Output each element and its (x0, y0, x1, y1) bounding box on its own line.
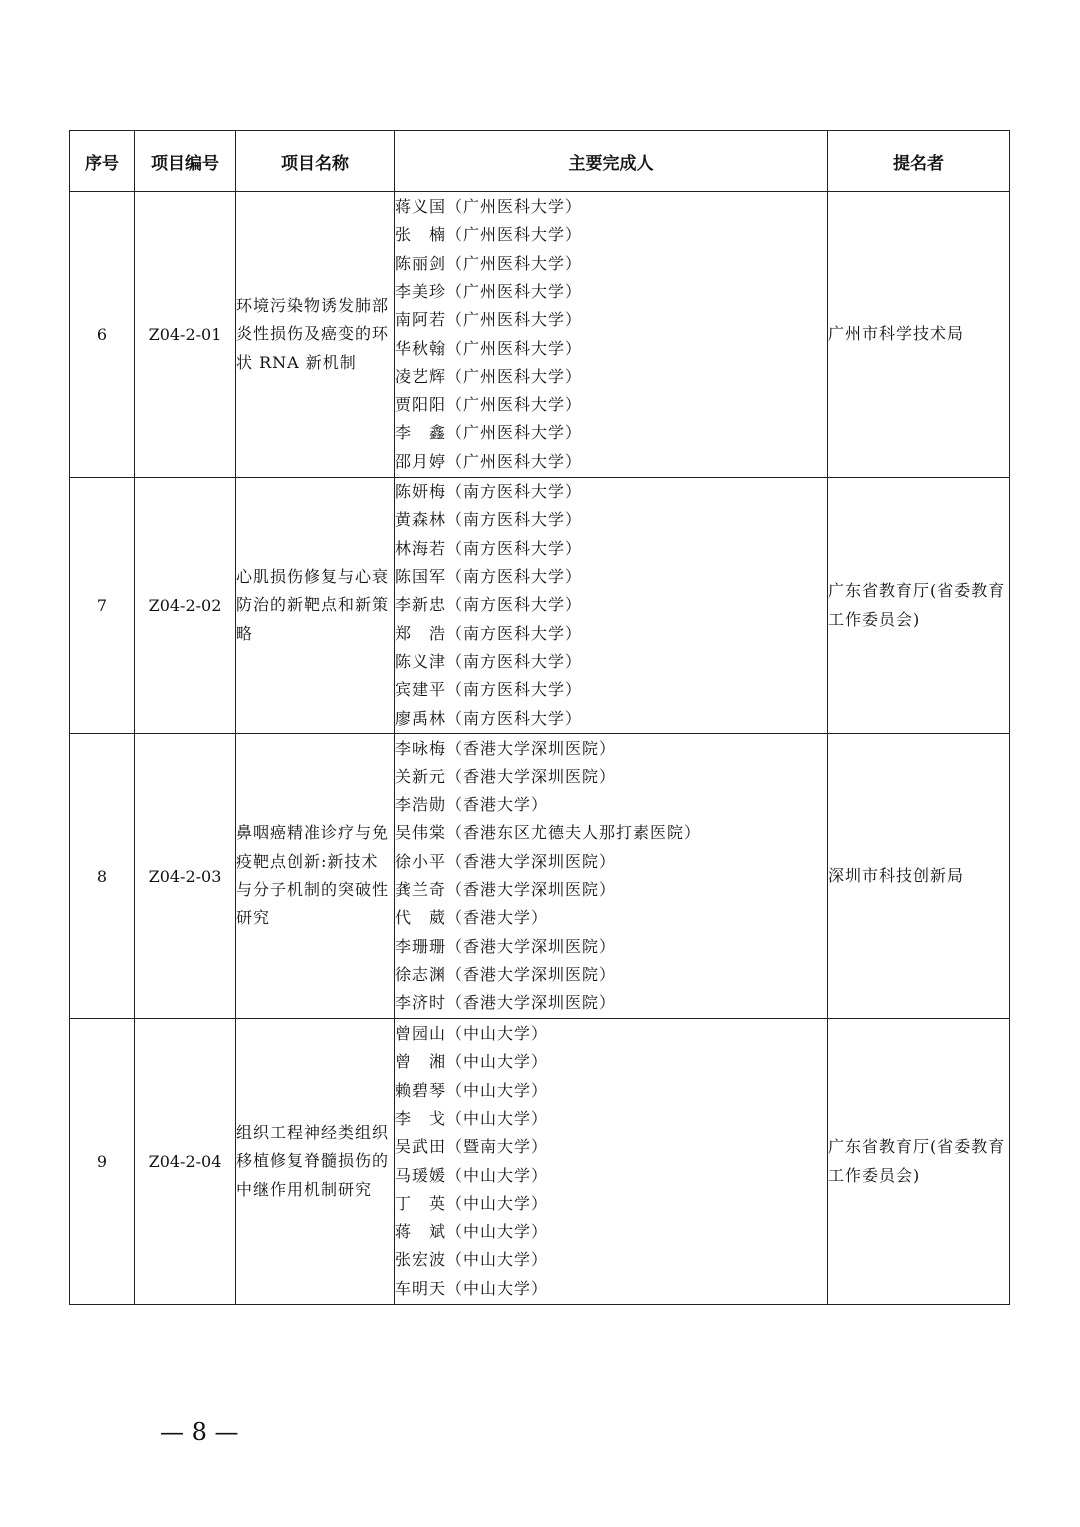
contributor-item: 徐小平（香港大学深圳医院） (395, 851, 617, 871)
contributor-item: 张 楠（广州医科大学） (395, 225, 583, 245)
header-main-contributors: 主要完成人 (395, 131, 828, 192)
contributor-item: 李美珍（广州医科大学） (395, 281, 583, 301)
header-project-code: 项目编号 (135, 131, 236, 192)
contributor-item: 廖禹林（南方医科大学） (395, 708, 583, 728)
table-row (70, 192, 1010, 478)
contributor-item: 凌艺辉（广州医科大学） (395, 366, 583, 386)
contributor-item: 陈义津（南方医科大学） (395, 651, 583, 671)
row-project-name: 心肌损伤修复与心衰防治的新靶点和新策略 (236, 478, 395, 734)
contributor-item: 龚兰奇（香港大学深圳医院） (395, 880, 617, 899)
row-serial: 6 (70, 192, 135, 478)
contributor-item: 贾阳阳（广州医科大学） (395, 395, 583, 415)
contributor-item: 邵月婷（广州医科大学） (395, 451, 583, 471)
row-contributors (395, 478, 828, 734)
row-serial: 7 (70, 478, 135, 734)
row-project-name: 环境污染物诱发肺部炎性损伤及癌变的环状 RNA 新机制 (236, 192, 395, 478)
row-serial: 9 (70, 1019, 135, 1305)
awards-table (69, 130, 1010, 1305)
row-project-code: Z04-2-02 (135, 478, 236, 734)
row-project-code: Z04-2-03 (135, 734, 236, 1019)
table-header-row (70, 131, 1010, 192)
row-nominator: 广东省教育厅(省委教育工作委员会) (828, 478, 1010, 734)
contributor-item: 宾建平（南方医科大学） (395, 680, 583, 700)
row-contributors (395, 734, 828, 1019)
row-contributors (395, 192, 828, 478)
row-project-code: Z04-2-01 (135, 192, 236, 478)
contributor-item: 林海若（南方医科大学） (395, 538, 583, 558)
row-nominator: 广州市科学技术局 (828, 192, 1010, 478)
header-project-name: 项目名称 (236, 131, 395, 192)
table-row (70, 1019, 1010, 1305)
contributor-item: 丁 英（中山大学） (395, 1193, 549, 1213)
header-serial: 序号 (70, 131, 135, 192)
contributor-item: 吴伟棠（香港东区尤德夫人那打素医院） (395, 823, 702, 843)
page-number: — 8 — (160, 1418, 239, 1446)
table-row (70, 734, 1010, 1019)
contributor-item: 张宏波（中山大学） (395, 1250, 549, 1270)
contributor-item: 车明天（中山大学） (395, 1278, 549, 1298)
contributor-item: 李新忠（南方医科大学） (395, 595, 583, 615)
contributor-item: 李 鑫（广州医科大学） (395, 423, 583, 443)
contributor-item: 陈国军（南方医科大学） (395, 567, 583, 587)
row-contributors (395, 1019, 828, 1305)
contributor-item: 关新元（香港大学深圳医院） (395, 766, 617, 786)
contributor-item: 曾 湘（中山大学） (395, 1052, 549, 1072)
contributor-item: 曾园山（中山大学） (395, 1024, 549, 1044)
header-nominator: 提名者 (828, 131, 1010, 192)
contributor-item: 赖碧琴（中山大学） (395, 1080, 549, 1100)
contributor-item: 李 戈（中山大学） (395, 1108, 549, 1128)
contributor-item: 李济时（香港大学深圳医院） (395, 993, 617, 1013)
row-nominator: 广东省教育厅(省委教育工作委员会) (828, 1019, 1010, 1305)
contributor-item: 南阿若（广州医科大学） (395, 310, 583, 330)
contributor-item: 蒋 斌（中山大学） (395, 1222, 549, 1242)
contributor-item: 郑 浩（南方医科大学） (395, 623, 583, 643)
row-nominator: 深圳市科技创新局 (828, 734, 1010, 1019)
row-project-name: 组织工程神经类组织移植修复脊髓损伤的中继作用机制研究 (236, 1019, 395, 1305)
contributor-item: 李珊珊（香港大学深圳医院） (395, 936, 617, 956)
row-serial: 8 (70, 734, 135, 1019)
contributor-item: 陈丽剑（广州医科大学） (395, 253, 583, 273)
contributor-item: 李浩勋（香港大学） (395, 795, 549, 815)
row-project-code: Z04-2-04 (135, 1019, 236, 1305)
contributor-item: 徐志渊（香港大学深圳医院） (395, 964, 617, 984)
contributor-item: 陈妍梅（南方医科大学） (395, 482, 583, 502)
contributor-item: 李咏梅（香港大学深圳医院） (395, 738, 617, 758)
contributor-item: 吴武田（暨南大学） (395, 1137, 549, 1157)
contributor-item: 华秋翰（广州医科大学） (395, 338, 583, 358)
contributor-item: 黄森林（南方医科大学） (395, 510, 583, 530)
contributor-item: 蒋义国（广州医科大学） (395, 197, 583, 217)
row-project-name: 鼻咽癌精准诊疗与免疫靶点创新:新技术与分子机制的突破性研究 (236, 734, 395, 1019)
contributor-item: 代 葳（香港大学） (395, 908, 549, 928)
table-row (70, 478, 1010, 734)
contributor-item: 马瑗媛（中山大学） (395, 1165, 549, 1185)
